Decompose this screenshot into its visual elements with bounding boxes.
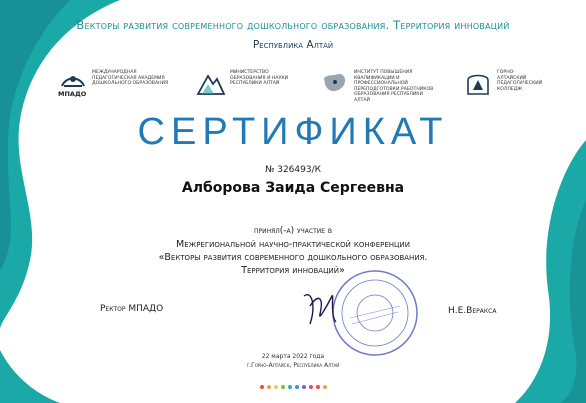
event-line-1: Межрегиональной научно-практической конференции — [176, 239, 410, 250]
color-dot — [288, 385, 292, 389]
color-dot — [274, 385, 278, 389]
certificate-title: СЕРТИФИКАТ — [137, 111, 449, 153]
mpado-text: МЕЖДУНАРОДНАЯ ПЕДАГОГИЧЕСКАЯ АКАДЕМИЯ ДОШКОЛЬНОГО ОБРАЗОВАНИЯ — [92, 70, 169, 87]
ministry-text: МИНИСТЕРСТВО ОБРАЗОВАНИЯ И НАУКИ РЕСПУБЛИКИ АЛТАЙ — [230, 70, 289, 87]
participation-text: принял(-а) участие в — [253, 226, 333, 236]
event-description — [0, 238, 586, 277]
color-dot — [281, 385, 285, 389]
color-dot — [309, 385, 313, 389]
mpado-caption: МПАДО — [58, 90, 87, 98]
color-dot — [323, 385, 327, 389]
color-dot — [316, 385, 320, 389]
color-dots-decoration — [0, 374, 586, 393]
conference-header: Векторы развития современного дошкольного образования. Территория инноваций — [76, 18, 510, 32]
recipient-name: Алборова Заида Сергеевна — [181, 180, 405, 196]
issue-date: 22 марта 2022 года — [261, 353, 325, 360]
handwritten-signature — [298, 286, 358, 332]
color-dot — [302, 385, 306, 389]
event-line-2: «Векторы развития современного дошкольного образования. — [158, 252, 428, 263]
issue-place: г.Горно-Алтайск, Республика Алтай — [246, 362, 340, 369]
color-dot — [260, 385, 264, 389]
rector-label: Ректор МПАДО — [100, 304, 164, 314]
region-header: Республика Алтай — [252, 39, 334, 51]
color-dot — [267, 385, 271, 389]
certificate-number: № 326493/К — [265, 165, 321, 175]
institute-text: ИНСТИТУТ ПОВЫШЕНИЯ КВАЛИФИКАЦИИ И ПРОФЕССИОНАЛЬНОЙ ПЕРЕПОДГОТОВКИ РАБОТНИКОВ ОБРАЗОВАНИЯ РЕСПУБЛИКИ АЛТАЙ — [354, 70, 434, 103]
logo-row — [58, 66, 543, 106]
mountain-emblem-icon — [196, 68, 226, 98]
map-emblem-icon — [320, 68, 350, 98]
event-line-3: Территория инноваций» — [241, 265, 345, 276]
color-dot — [295, 385, 299, 389]
college-emblem-icon — [463, 68, 493, 98]
signer-name: Н.Е.Веракса — [448, 306, 497, 316]
college-text: ГОРНО-АЛТАЙСКИЙ ПЕДАГОГИЧЕСКИЙ КОЛЛЕДЖ — [497, 70, 543, 92]
